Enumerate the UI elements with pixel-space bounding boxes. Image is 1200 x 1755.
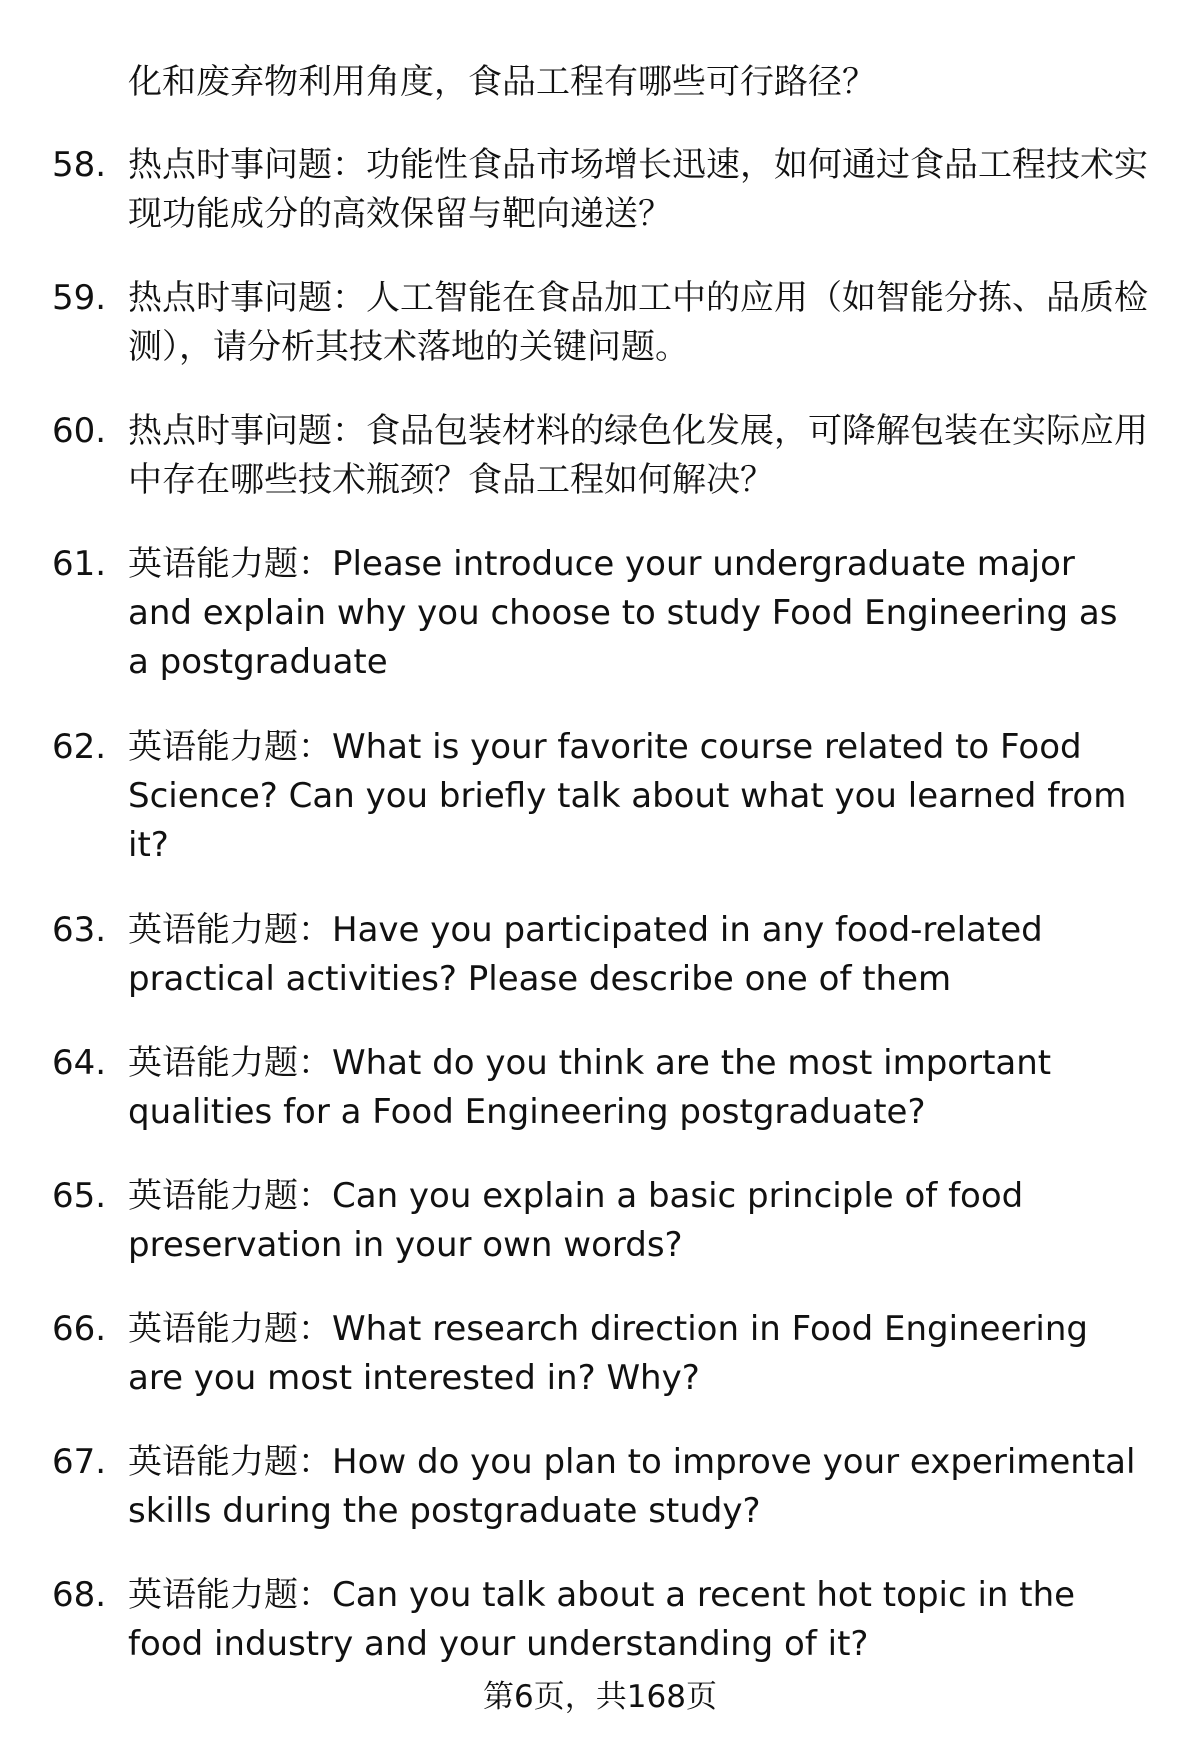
- question-text: 英语能力题：What is your favorite course related to Food Science? Can you briefly talk about what you learned from it?: [128, 727, 1127, 865]
- question-text: 英语能力题：Can you explain a basic principle of food preservation in your own words?: [128, 1176, 1024, 1265]
- question-item-59: [0, 274, 1200, 372]
- question-item-66: [0, 1305, 1200, 1403]
- question-text: 英语能力题：Please introduce your undergraduate major and explain why you choose to study Food Engineering as a postgraduate: [128, 544, 1118, 682]
- question-number: 67.: [52, 1442, 107, 1482]
- question-number: 65.: [52, 1176, 107, 1216]
- question-item-68: [0, 1571, 1200, 1669]
- question-item-58: [0, 141, 1200, 239]
- question-number: 61.: [52, 544, 107, 584]
- question-text: 热点时事问题：食品包装材料的绿色化发展，可降解包装在实际应用中存在哪些技术瓶颈？食品工程如何解决？: [128, 411, 1148, 500]
- question-number: 60.: [52, 411, 107, 451]
- question-item-60: [0, 407, 1200, 505]
- page-number-footer: 第6页，共168页: [483, 1679, 717, 1715]
- question-item-63: [0, 906, 1200, 1004]
- question-number: 63.: [52, 910, 107, 950]
- question-number: 59.: [52, 278, 107, 318]
- question-number: 68.: [52, 1575, 107, 1615]
- question-number: 58.: [52, 145, 107, 185]
- question-item-65: [0, 1172, 1200, 1270]
- question-text: 英语能力题：What research direction in Food Engineering are you most interested in? Why?: [128, 1309, 1088, 1398]
- question-item-64: [0, 1039, 1200, 1137]
- question-text: 热点时事问题：功能性食品市场增长迅速，如何通过食品工程技术实现功能成分的高效保留与靶向递送？: [128, 145, 1148, 234]
- question-text: 英语能力题：What do you think are the most important qualities for a Food Engineering postgraduate?: [128, 1043, 1052, 1132]
- question-text: 热点时事问题：人工智能在食品加工中的应用（如智能分拣、品质检测），请分析其技术落地的关键问题。: [128, 278, 1148, 367]
- question-text: 英语能力题：How do you plan to improve your experimental skills during the postgraduate study?: [128, 1442, 1136, 1531]
- question-item-62: [0, 723, 1200, 870]
- question-list: [0, 141, 1200, 1704]
- continued-question-text: 化和废弃物利用角度，食品工程有哪些可行路径？: [128, 62, 876, 102]
- question-item-61: [0, 540, 1200, 687]
- question-number: 66.: [52, 1309, 107, 1349]
- question-text: 英语能力题：Have you participated in any food-related practical activities? Please describe one of them: [128, 910, 1043, 999]
- question-number: 62.: [52, 727, 107, 767]
- question-number: 64.: [52, 1043, 107, 1083]
- question-item-67: [0, 1438, 1200, 1536]
- question-text: 英语能力题：Can you talk about a recent hot topic in the food industry and your understanding of it?: [128, 1575, 1076, 1664]
